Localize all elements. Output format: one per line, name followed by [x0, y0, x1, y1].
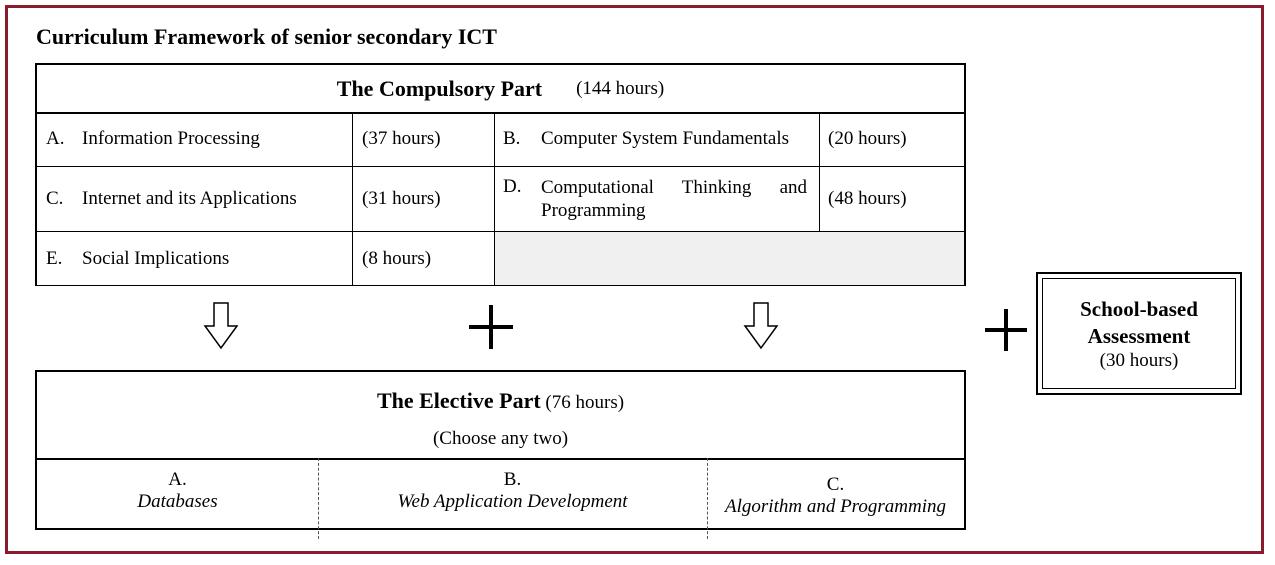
module-a-cell: [37, 112, 353, 167]
elective-title: [37, 388, 964, 414]
module-d-name-line1: Computational Thinking and: [541, 177, 807, 198]
module-e-hours: (8 hours): [362, 247, 432, 269]
module-b-name: Computer System Fundamentals: [541, 128, 790, 149]
module-b-letter: B.: [503, 128, 521, 149]
elective-option-b: [318, 458, 708, 539]
plus-icon: [983, 307, 1029, 353]
module-d-letter: D.: [503, 176, 522, 197]
down-arrow-icon: [743, 302, 779, 350]
module-c-name: Internet and its Applications: [82, 188, 297, 209]
elective-option-b-letter: B.: [503, 469, 522, 490]
elective-option-c-letter: C.: [826, 474, 845, 495]
elective-header: [37, 372, 964, 460]
elective-hours: (76 hours): [545, 392, 625, 413]
module-a-letter: A.: [46, 128, 65, 149]
module-b-hours: (20 hours): [828, 128, 907, 149]
elective-option-a-name: Databases: [137, 491, 218, 512]
elective-option-b-name: Web Application Development: [397, 491, 628, 512]
module-a-hours-cell: [353, 112, 495, 167]
sba-title-line1: School-based: [1080, 296, 1198, 321]
sba-inner-border: [1042, 278, 1236, 389]
elective-heading: The Elective Part: [376, 388, 541, 413]
module-b-hours-cell: [820, 112, 964, 167]
module-c-letter: C.: [46, 188, 64, 209]
sba-hours: (30 hours): [1099, 349, 1179, 371]
elective-option-a-letter: A.: [168, 469, 187, 490]
compulsory-part-table: [35, 63, 966, 286]
module-c-hours: (31 hours): [362, 188, 441, 209]
module-a-name: Information Processing: [82, 128, 260, 149]
compulsory-header: [37, 65, 964, 114]
elective-option-a: [37, 458, 319, 539]
elective-part-table: [35, 370, 966, 530]
plus-icon: [467, 303, 515, 351]
empty-shaded-cell: [495, 232, 964, 285]
module-d-name: [541, 176, 807, 222]
compulsory-heading: The Compulsory Part: [336, 75, 543, 101]
elective-note: (Choose any two): [432, 428, 569, 449]
elective-option-c-name: Algorithm and Programming: [725, 496, 946, 517]
module-e-name: Social Implications: [82, 247, 230, 269]
module-a-hours: (37 hours): [362, 128, 441, 149]
module-e-letter: E.: [46, 247, 63, 269]
module-e-cell: [37, 232, 353, 285]
module-c-cell: [37, 167, 353, 232]
page-title: Curriculum Framework of senior secondary ICT: [36, 24, 497, 49]
module-e-hours-cell: [353, 232, 495, 285]
module-d-hours-cell: [820, 167, 964, 232]
module-d-hours: (48 hours): [828, 188, 907, 209]
school-based-assessment-box: [1036, 272, 1242, 395]
module-d-cell: [495, 167, 820, 232]
elective-option-c: [707, 458, 964, 544]
module-c-hours-cell: [353, 167, 495, 232]
compulsory-hours: (144 hours): [576, 77, 665, 99]
sba-title-line2: Assessment: [1087, 323, 1191, 348]
down-arrow-icon: [203, 302, 239, 350]
module-b-cell: [495, 112, 820, 167]
module-d-name-line2: Programming: [541, 200, 646, 221]
